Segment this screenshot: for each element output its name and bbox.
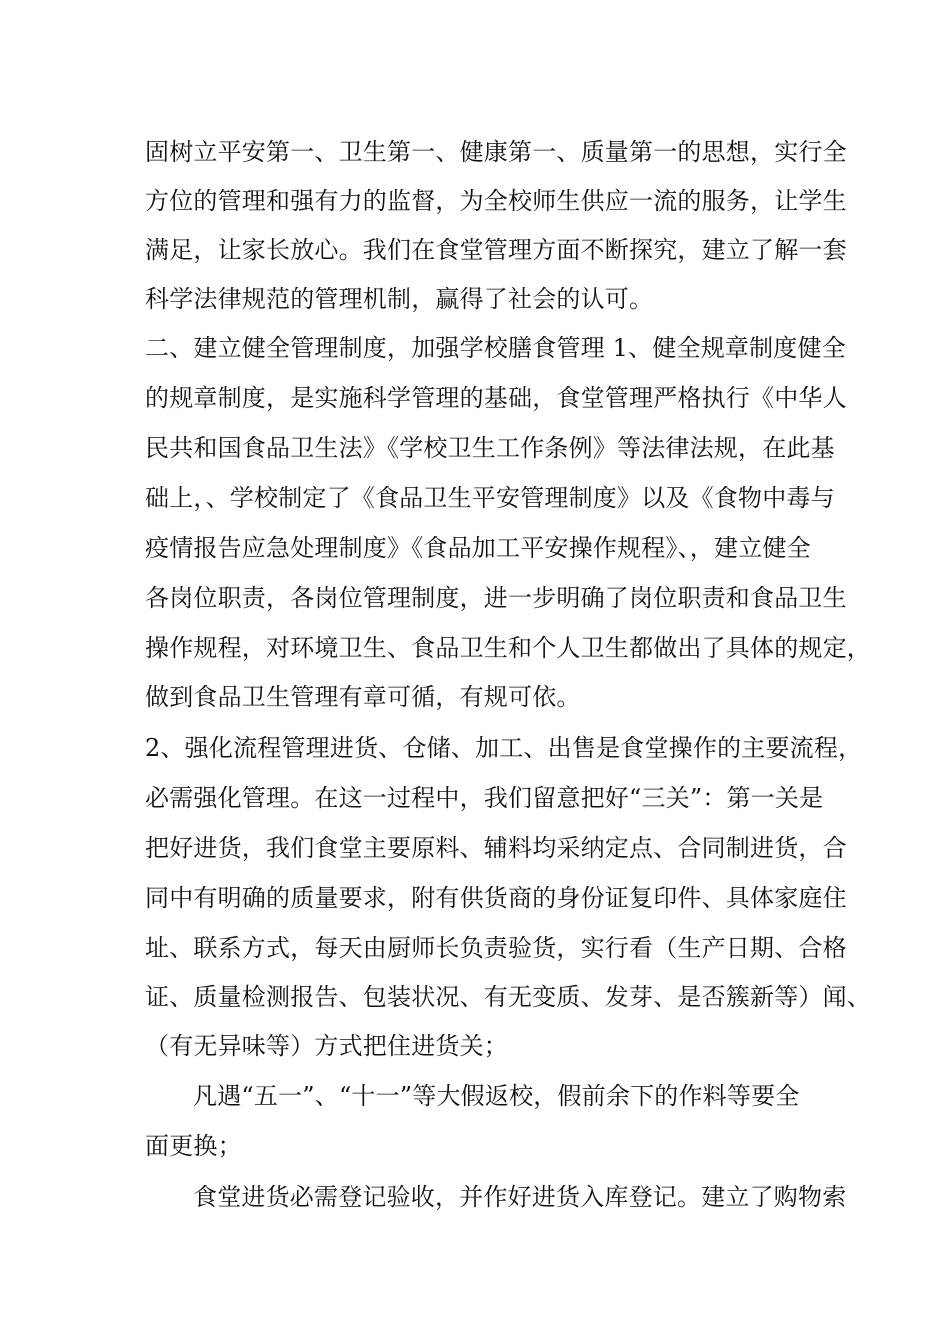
text-line-21: 面更换；: [145, 1132, 242, 1160]
text-line-20: 凡遇“五一”、“十一”等大假返校，假前余下的作料等要全: [193, 1082, 800, 1110]
text-line-4: 科学法律规范的管理机制，赢得了社会的认可。: [145, 285, 654, 313]
text-line-5: 二、建立健全管理制度，加强学校膳食管理 1、健全规章制度健全: [145, 334, 846, 362]
text-line-8: 础上，、学校制定了《食品卫生平安管理制度》以及《食物中毒与: [145, 484, 835, 512]
text-line-19: （有无异味等）方式把住进货关；: [145, 1032, 508, 1060]
text-line-22: 食堂进货必需登记验收，并作好进货入库登记。建立了购物索: [193, 1183, 847, 1211]
text-line-9: 疫情报告应急处理制度》《食品加工平安操作规程》、，建立健全: [145, 534, 811, 562]
text-line-2: 方位的管理和强有力的监督，为全校师生供应一流的服务，让学生: [145, 187, 847, 215]
text-line-18: 证、质量检测报告、包装状况、有无变质、发芽、是否簇新等）闻、: [145, 983, 871, 1011]
text-line-16: 同中有明确的质量要求，附有供货商的身份证复印件、具体家庭住: [145, 884, 847, 912]
text-line-7: 民共和国食品卫生法》《学校卫生工作条例》等法律法规，在此基: [145, 434, 835, 462]
text-line-15: 把好进货，我们食堂主要原料、辅料均采纳定点、合同制进货，合: [145, 834, 847, 862]
text-line-1: 固树立平安第一、卫生第一、健康第一、质量第一的思想，实行全: [145, 138, 847, 166]
text-line-6: 的规章制度，是实施科学管理的基础，食堂管理严格执行《中华人: [145, 384, 847, 412]
text-line-17: 址、联系方式，每天由厨师长负责验货，实行看（生产日期、合格: [145, 934, 847, 962]
text-line-11: 操作规程，对环境卫生、食品卫生和个人卫生都做出了具体的规定，: [145, 634, 871, 662]
text-line-14: 必需强化管理。在这一过程中，我们留意把好“三关”：第一关是: [145, 784, 824, 812]
text-line-10: 各岗位职责，各岗位管理制度，进一步明确了岗位职责和食品卫生: [145, 584, 847, 612]
text-line-13: 2、强化流程管理进货、仓储、加工、出售是食堂操作的主要流程，: [145, 734, 863, 762]
text-line-3: 满足，让家长放心。我们在食堂管理方面不断探究，建立了解一套: [145, 236, 847, 264]
text-line-12: 做到食品卫生管理有章可循，有规可依。: [145, 683, 581, 711]
